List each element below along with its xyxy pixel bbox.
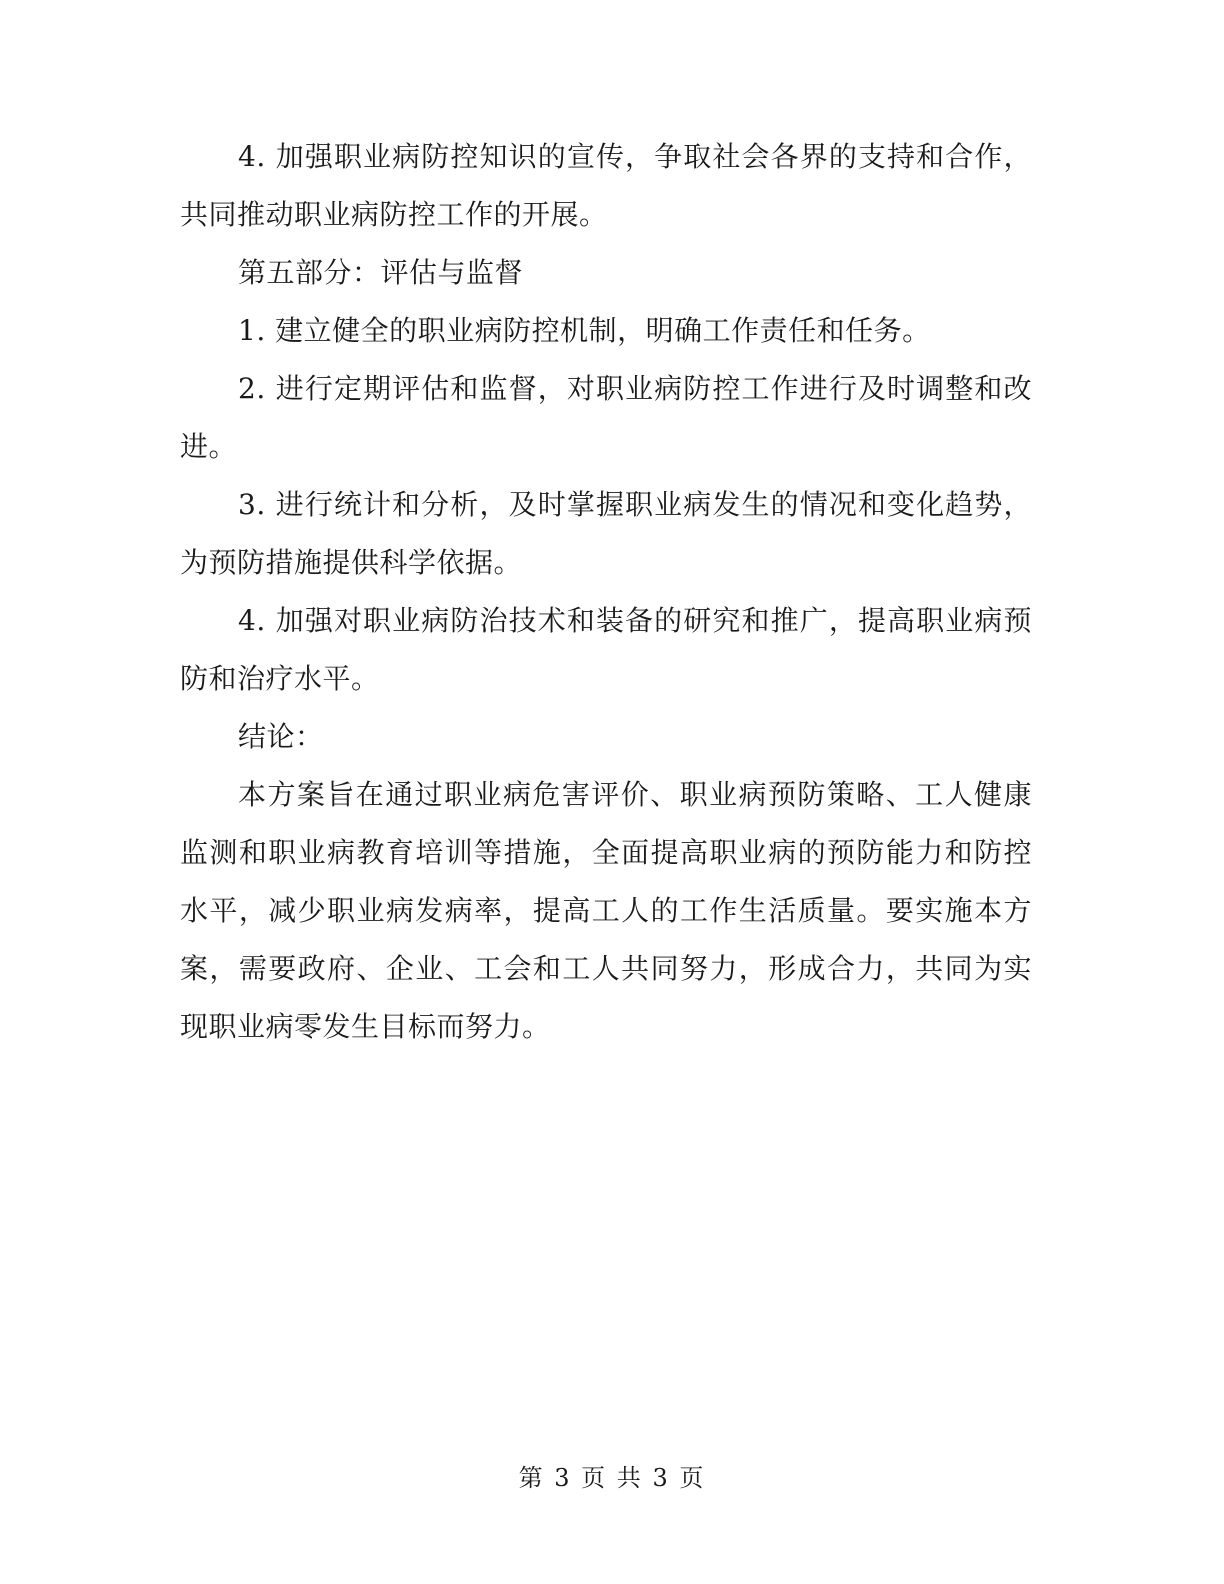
section-heading-part-5: 第五部分：评估与监督 — [238, 256, 524, 289]
conclusion-paragraph: 本方案旨在通过职业病危害评价、职业病预防策略、工人健康监测和职业病教育培训等措施，全面提高职业病的预防能力和防控水平，减少职业病发病率，提高工人的工作生活质量。要实施本方案，需要政府、企业、工会和工人共同努力，形成合力，共同为实现职业病零发生目标而努力。 — [180, 778, 1032, 1043]
page-number-footer: 第 3 页 共 3 页 — [518, 1464, 706, 1492]
paragraph-item-4-publicity: 4. 加强职业病防控知识的宣传，争取社会各界的支持和合作，共同推动职业病防控工作的开展。 — [180, 140, 1032, 231]
paragraph-item-4-research: 4. 加强对职业病防治技术和装备的研究和推广，提高职业病预防和治疗水平。 — [180, 604, 1032, 695]
paragraph-item-2-evaluation: 2. 进行定期评估和监督，对职业病防控工作进行及时调整和改进。 — [180, 372, 1032, 463]
paragraph-item-1-mechanism: 1. 建立健全的职业病防控机制，明确工作责任和任务。 — [238, 314, 931, 347]
conclusion-heading: 结论： — [238, 720, 324, 753]
document-body — [180, 128, 1032, 1056]
paragraph-item-3-statistics: 3. 进行统计和分析，及时掌握职业病发生的情况和变化趋势，为预防措施提供科学依据。 — [180, 488, 1032, 579]
